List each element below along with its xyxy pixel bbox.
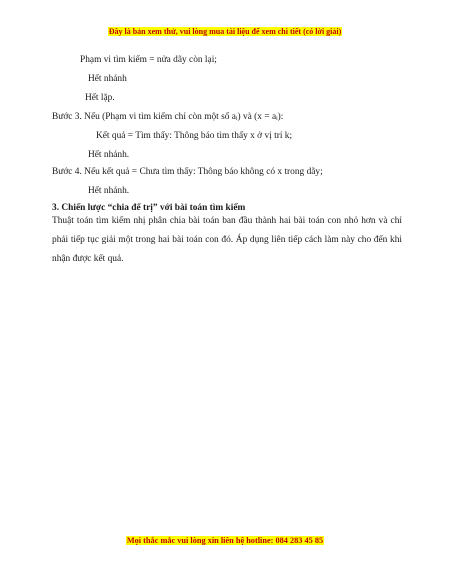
pseudocode-line: Phạm vi tìm kiếm = nửa dãy còn lại; <box>80 55 217 65</box>
body-paragraph: Thuật toán tìm kiếm nhị phân chia bài toán ban đầu thành hai bài toán con nhỏ hơn và chỉ phải tiếp tục giải một trong hai bài toán con đó. Áp dụng liên tiếp cách làm này cho đến khi nhận được kết quả. <box>52 216 402 264</box>
preview-notice-text: Đây là bản xem thử, vui lòng mua tài liệu để xem chi tiết (có lời giải) <box>108 27 342 36</box>
section-heading: 3. Chiến lược “chia để trị” với bài toán tìm kiếm <box>52 203 246 213</box>
hotline-banner <box>0 536 450 545</box>
pseudocode-line: Hết nhánh. <box>88 150 130 160</box>
pseudocode-line: Hết nhánh <box>88 74 127 84</box>
pseudocode-step-4: Bước 4. Nếu kết quả = Chưa tìm thấy: Thông báo không có x trong dãy; <box>52 167 323 177</box>
pseudocode-line: Hết lặp. <box>85 93 115 103</box>
pseudocode-line: Kết quả = Tìm thấy: Thông báo tìm thấy x ở vị trí k; <box>96 131 293 141</box>
pseudocode-step-3: Bước 3. Nếu (Phạm vi tìm kiếm chỉ còn một số aᵢ) và (x = aᵢ): <box>52 112 284 122</box>
preview-notice-banner <box>0 27 450 36</box>
pseudocode-line: Hết nhánh. <box>88 186 130 196</box>
hotline-text: Mọi thắc mắc vui lòng xin liên hệ hotline: 084 283 45 85 <box>126 536 324 545</box>
